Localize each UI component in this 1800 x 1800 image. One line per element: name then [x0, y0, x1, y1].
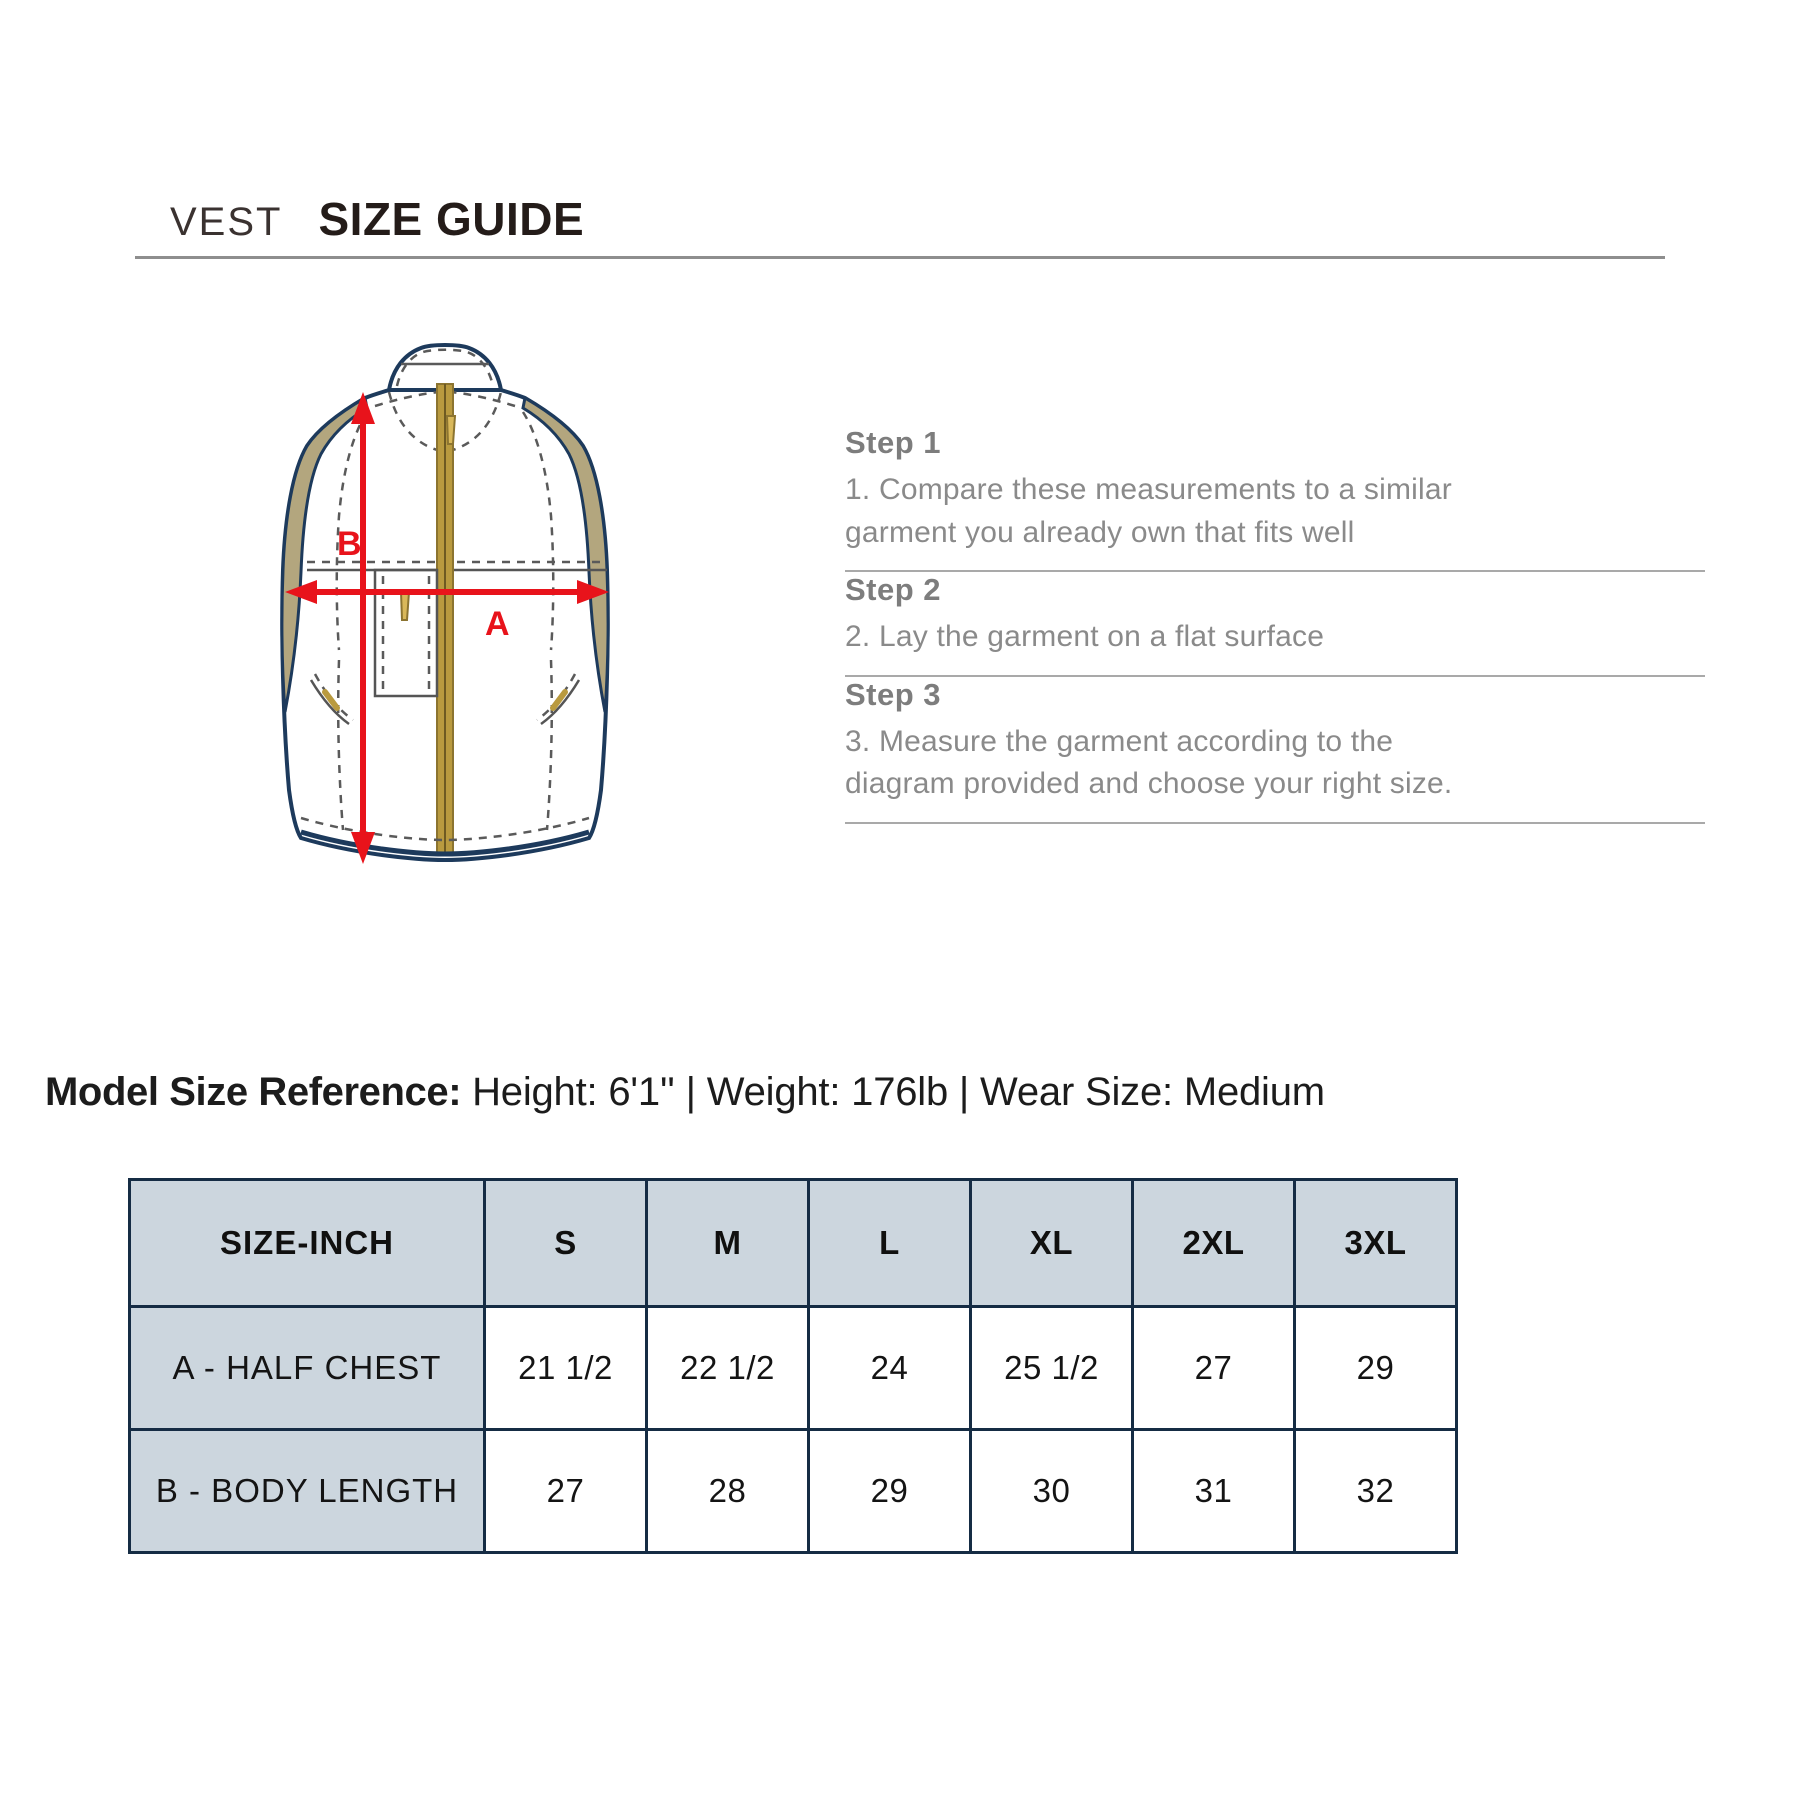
- cell-body-length-s: 27: [485, 1430, 647, 1553]
- step-3: [845, 677, 1705, 822]
- table-header-xl: XL: [971, 1180, 1133, 1307]
- cell-body-length-3xl: 32: [1295, 1430, 1457, 1553]
- step-divider-3: [845, 822, 1705, 824]
- cell-half-chest-2xl: 27: [1133, 1307, 1295, 1430]
- step-2-line-1: 2. Lay the garment on a flat surface: [845, 620, 1325, 654]
- step-1-line-2: garment you already own that fits well: [845, 515, 1355, 549]
- step-3-title: Step 3: [845, 676, 942, 712]
- measurement-label-b: B: [337, 525, 362, 563]
- measuring-steps: [845, 425, 1705, 824]
- cell-half-chest-m: 22 1/2: [647, 1307, 809, 1430]
- table-header-3xl: 3XL: [1295, 1180, 1457, 1307]
- step-1: [845, 425, 1705, 570]
- header-titles: [135, 192, 1665, 246]
- model-size-reference-value: Height: 6'1'' | Weight: 176lb | Wear Size: Medium: [461, 1070, 1325, 1114]
- model-size-reference: [45, 1070, 1765, 1115]
- table-corner-header: SIZE-INCH: [130, 1180, 485, 1307]
- header-divider: [135, 256, 1665, 259]
- table-header-2xl: 2XL: [1133, 1180, 1295, 1307]
- cell-half-chest-xl: 25 1/2: [971, 1307, 1133, 1430]
- table-row: [130, 1307, 1457, 1430]
- step-2: [845, 572, 1705, 675]
- cell-body-length-xl: 30: [971, 1430, 1133, 1553]
- row-label-half-chest: A - HALF CHEST: [130, 1307, 485, 1430]
- step-2-title: Step 2: [845, 572, 942, 608]
- page-title: SIZE GUIDE: [318, 193, 585, 245]
- garment-category: VEST: [170, 200, 283, 244]
- step-3-line-1: 3. Measure the garment according to the: [845, 724, 1394, 758]
- step-3-line-2: diagram provided and choose your right size.: [845, 767, 1453, 801]
- table-header-s: S: [485, 1180, 647, 1307]
- step-1-line-1: 1. Compare these measurements to a similar: [845, 473, 1452, 506]
- table-header-l: L: [809, 1180, 971, 1307]
- table-header-m: M: [647, 1180, 809, 1307]
- cell-body-length-2xl: 31: [1133, 1430, 1295, 1553]
- cell-half-chest-l: 24: [809, 1307, 971, 1430]
- model-size-reference-label: Model Size Reference:: [45, 1070, 462, 1114]
- cell-body-length-m: 28: [647, 1430, 809, 1553]
- measurement-label-a: A: [485, 605, 510, 643]
- cell-half-chest-3xl: 29: [1295, 1307, 1457, 1430]
- table-header-row: [130, 1180, 1457, 1307]
- table-row: [130, 1430, 1457, 1553]
- row-label-body-length: B - BODY LENGTH: [130, 1430, 485, 1553]
- cell-half-chest-s: 21 1/2: [485, 1307, 647, 1430]
- step-1-title: Step 1: [845, 425, 942, 460]
- cell-body-length-l: 29: [809, 1430, 971, 1553]
- vest-diagram: [215, 320, 675, 880]
- size-chart-table: [128, 1178, 1458, 1554]
- page-header: [135, 192, 1665, 270]
